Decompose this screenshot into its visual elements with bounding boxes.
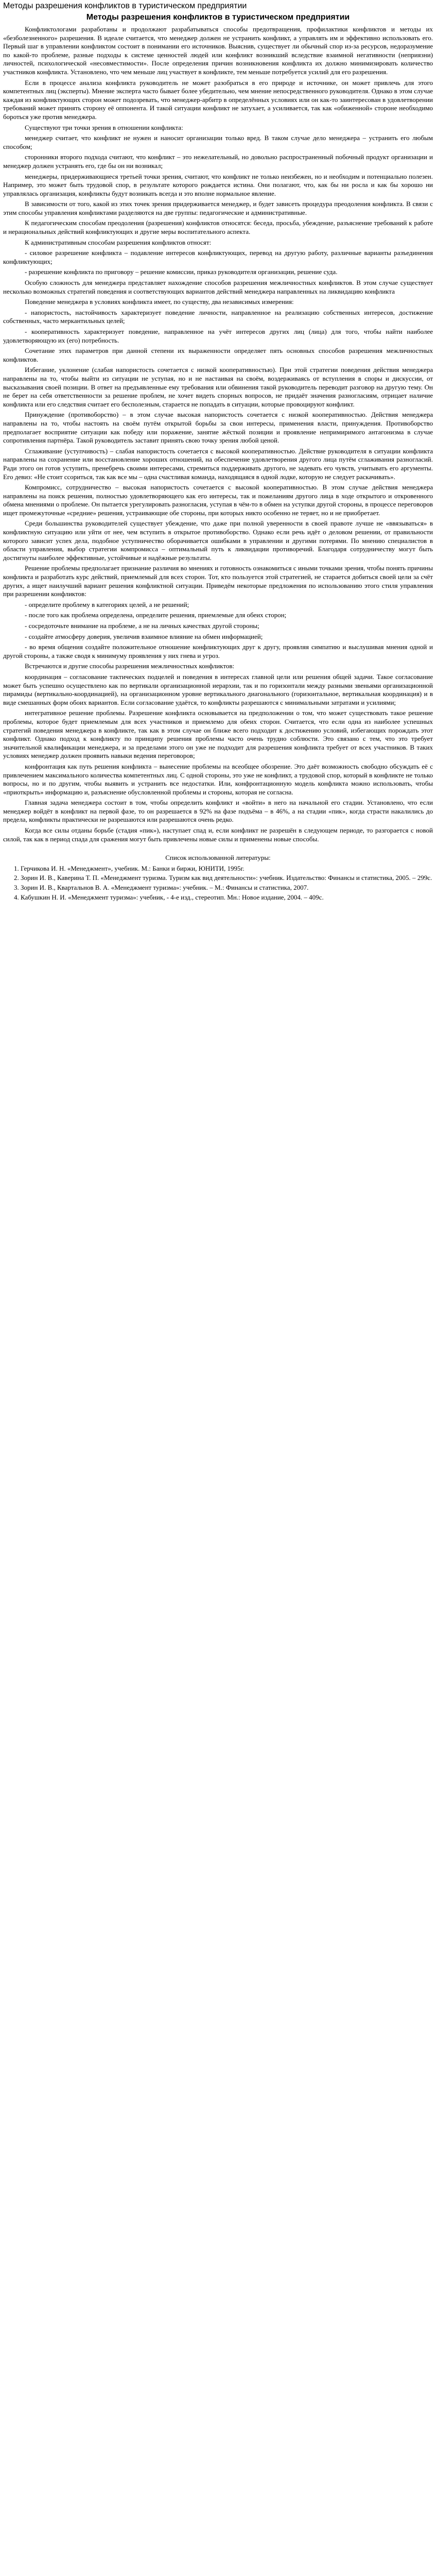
paragraph: менеджер считает, что конфликт не нужен и наносит организации только вред. В таком случае дело менеджера – устранить его любым способом; <box>3 134 433 150</box>
paragraph: - силовое разрешение конфликта – подавление интересов конфликтующих, перевод на другую работу, различные варианты разъединения конфликтующих; <box>3 249 433 265</box>
paragraph: Главная задача менеджера состоит в том, чтобы определить конфликт и «войти» в него на начальной его стадии. Установлено, что если менеджер войдёт в конфликт на первой фазе, то он разрешается в 92% на фазе подъёма – в 46%, а на стадии «пик», когда страсти накалились до предела, конфликты практически не разрешаются или разрешаются очень редко. <box>3 799 433 824</box>
paragraph: Решение проблемы предполагает признание различия во мнениях и готовность ознакомиться с иными точками зрения, чтобы понять причины конфликта и разработать курс действий, приемлемый для всех сторон. Тот, кто пользуется этой стратегией, не старается добиться своей цели за счёт других, а ищет наилучший вариант решения конфликтной ситуации. Приведём некоторые предложения по использованию этого стиля управления при разрешении конфликтов: <box>3 564 433 598</box>
document-title: Методы разрешения конфликтов в туристическом предприятии <box>86 13 350 22</box>
page-title: Методы разрешения конфликтов в туристическом предприятии <box>3 2 247 10</box>
paragraph: - определите проблему в категориях целей, а не решений; <box>25 600 189 608</box>
paragraph: Среди большинства руководителей существует убеждение, что даже при полной уверенности в своей правоте лучше не «ввязываться» в конфликтную ситуацию или уйти от нее, чем вступить в открытое противоборство. Однако если речь идёт о деловом решении, от правильности которого зависит успех дела, подобное уступничество оборачивается ошибками в управлении и другими потерями. По мнению специалистов в области управления, выбор стратегии компромисса – оптимальный путь к ликвидации противоречий. Благодаря сотрудничеству могут быть достигнуты наиболее эффективные, устойчивые и надёжные результаты. <box>3 519 433 562</box>
paragraph: Конфликтологами разработаны и продолжают разрабатываться способы предотвращения, профилактики конфликтов и методы их «безболезненного» разрешения. В идеале считается, что менеджер должен не устранить конфликт, а управлять им и эффективно использовать его. Первый шаг в управлении конфликтом состоит в понимании его источников. Выяснив, существует ли обычный спор из-за ресурсов, недоразумение по какой-то проблеме, разные подходы к системе ценностей людей или конфликт возникший вследствие взаимной негативности (неприязни) личностей, психологической «несовместимости». После определения причин возникновения конфликта их должно минимизировать количество участников конфликта. Установлено, что чем меньше лиц участвует в конфликте, тем меньше потребуется усилий для его разрешения. <box>3 25 433 76</box>
paragraph: интегративное решение проблемы. Разрешение конфликта основывается на предположении о том, что может существовать такое решение проблемы, которое будет приемлемым для всех участников и приемлемо для обеих сторон. Считается, что если одна из наиболее успешных стратегий поведения менеджера в конфликте, так как в этом случае он ближе всего подходит к достижению условий, избегающих порождать этот конфликт. Однако подход к конфликту по принципу решения проблемы часто очень трудно соблюсти. Это связано с тем, что это требует значительной квалификации менеджера, и за пределами этого он уже не подходит для разрешения конфликта требует от всех участников. В таких условиях менеджер должен проявить навыки ведения переговоров; <box>3 709 433 760</box>
paragraph: Встречаются и другие способы разрешения межличностных конфликтов: <box>25 662 235 670</box>
paragraph: Когда все силы отданы борьбе (стадия «пик»), наступает спад и, если конфликт не разрешён в следующем периоде, то разгорается с новой силой, так как в период спада для сражения могут быть привлечены новые силы и применены новые способы. <box>3 826 433 843</box>
paragraph: Принуждение (противоборство) – в этом случае высокая напористость сочетается с низкой кооперативностью. Действия менеджера направлены на то, чтобы настоять на своём путём открытой борьбы за свои интересы, применения власти, принуждения. Противоборство предполагает восприятие ситуации как победу или поражение, занятие жёсткой позиции и проявление непримиримого антагонизма в случае сопротивления партнёра. Такой руководитель заставит принять свою точку зрения любой ценой. <box>3 411 433 445</box>
paragraph: менеджеры, придерживающиеся третьей точки зрения, считают, что конфликт не только неизбежен, но и необходим и потенциально полезен. Например, это может быть трудовой спор, в результате которого рождается истина. Они полагают, что, как бы ни росла и как бы хорошо ни управлялась организация, конфликты будут возникать всегда и это вполне нормальное явление. <box>3 172 433 197</box>
reference-item: 1. Герчикова И. Н. «Менеджмент», учебник. М.: Банки и биржи, ЮНИТИ, 1995г. <box>21 865 433 873</box>
paragraph: - кооперативность характеризует поведение, направленное на учёт интересов других лиц (лица) для того, чтобы найти наиболее удовлетворяющую их (его) потребность. <box>3 328 433 344</box>
references-heading: Список использованной литературы: <box>165 854 271 862</box>
reference-item: 3. Зорин И. В., Квартальнов В. А. «Менеджмент туризма»: учебник. – М.: Финансы и статистика, 2007. <box>21 884 433 892</box>
paragraph: сторонники второго подхода считают, что конфликт – это нежелательный, но довольно распространенный побочный продукт организации и менеджер должен устранять его, где бы он ни возникал; <box>3 153 433 170</box>
reference-item: 2. Зорин И. В., Каверина Т. П. «Менеджмент туризма. Туризм как вид деятельности»: учебник. Издательство: Финансы и статистика, 2005. – 299с. <box>21 874 433 883</box>
reference-item: 4. Кабушкин Н. И. «Менеджмент туризма»: учебник, - 4-е изд., стереотип. Мн.: Новое издание, 2004. – 409с. <box>21 893 433 902</box>
paragraph: - после того как проблема определена, определите решения, приемлемые для обеих сторон; <box>25 611 287 619</box>
paragraph: Особую сложность для менеджера представляет нахождение способов разрешения межличностных конфликтов. В этом случае существует несколько возможных стратегий поведения и соответствующих вариантов действий менеджера направленных на ликвидацию конфликта <box>3 279 433 295</box>
paragraph: Существуют три точки зрения в отношении конфликта: <box>25 123 183 131</box>
paragraph: - сосредоточьте внимание на проблеме, а не на личных качествах другой стороны; <box>25 622 259 630</box>
paragraph: В зависимости от того, какой из этих точек зрения придерживается менеджер, и будет зависеть процедура преодоления конфликта. В связи с этим способы управления конфликтами разделяются на две группы: педагогические и административные. <box>3 200 433 216</box>
paragraph: Сглаживание (уступчивость) – слабая напористость сочетается с высокой кооперативностью. Действие руководителя в ситуации конфликта направлены на сохранение или восстановление хороших отношений, на обеспечение удовлетворения другого лица путём сглаживания разногласий. Ради этого он готов уступить, пренебречь своими интересами, стремиться поддерживать другого, не задевать его чувств, учитывать его аргументы. Его девиз: «Не стоит ссориться, так как все мы – одна счастливая команда, находящаяся в одной лодке, которую не следует раскачивать». <box>3 447 433 481</box>
paragraph: - во время общения создайте положительное отношение конфликтующих друг к другу, проявляя симпатию и выслушивая мнения одной и другой стороны, а также сводя к минимуму проявления у них гнева и угроз. <box>3 643 433 659</box>
paragraph: - создайте атмосферу доверия, увеличив взаимное влияние на обмен информацией; <box>25 632 263 640</box>
paragraph: координация – согласование тактических подцелей и поведения в интересах главной цели или решения общей задачи. Такое согласование может быть успешно осуществлено как по вертикали организационной иерархии, так и по горизонтали между разными звеньями организационной пирамиды (вертикально-координацией), на организационном уровне вертикального диагонального (горизонтальное, вертикальная координация) и в виде смешанных форм обоих вариантов. Если согласование удаётся, то конфликты разрешаются с минимальными затратами и усилиями; <box>3 672 433 706</box>
references-list <box>3 865 433 902</box>
paragraph: Сочетание этих параметров при данной степени их выраженности определяет пять основных способов разрешения межличностных конфликтов. <box>3 347 433 363</box>
paragraph: Если в процессе анализа конфликта руководитель не может разобраться в его природе и источнике, он может привлечь для этого компетентных лиц (эксперты). Мнение эксперта часто бывает более убедительно, чем мнение непосредственного руководителя. Однако в этом случае каждая из конфликтующих сторон может подозревать, что менеджер-арбитр в определённых условиях или он как-то заинтересован в удовлетворении требований может принять сторону её оппонента. И такой ситуации конфликт не затухает, а усиливается, так как «обиженной» стороне необходимо бороться уже против менеджера. <box>3 78 433 121</box>
paragraph: конфронтация как путь решения конфликта – вынесение проблемы на всеобщее обозрение. Это даёт возможность свободно обсуждать её с привлечением максимального количества компетентных лиц. С одной стороны, это уже не конфликт, а трудовой спор, который в конфликте не только вопросы, но и по другим, чтобы выявить и устранить все недостатки. Или, конфронтационную модель конфликта можно использовать, чтобы «приоткрыть» информацию и, разъяснение обусловленной проблемы и стороны, которая не согласна. <box>3 762 433 796</box>
paragraph: Избегание, уклонение (слабая напористость сочетается с низкой кооперативностью). При этой стратегии поведения действия менеджера направлены на то, чтобы выйти из ситуации не уступая, но и не настаивая на своём, воздерживаясь от вступления в споры и дискуссии, от высказывания своей позиции. В ответ на предъявленные ему требования или обвинения такой руководитель переводит разговор на другую тему. Он не берет на себя ответственности за решение проблем, не хочет видеть спорных вопросов, не придаёт значения разногласиям, отрицает наличие конфликта или его следствия считает его бесполезным, старается не попадать в ситуации, которые провоцируют конфликт. <box>3 366 433 408</box>
paragraph: Компромисс, сотрудничество – высокая напористость сочетается с высокой кооперативностью. В этом случае действия менеджера направлены на поиск решения, полностью удовлетворяющего как его интересы, так и пожеланиям другого лица в ходе открытого и откровенного обмена мнениями о проблеме. Он пытается урегулировать разногласия, уступая в чём-то в обмен на уступки другой стороны, в процессе переговоров ищет промежуточные «средние» решения, устраивающие обе стороны, при которых никто особенно не теряет, но и не приобретает. <box>3 483 433 517</box>
paragraph: Поведение менеджера в условиях конфликта имеет, по существу, два независимых измерения: <box>25 298 294 306</box>
document-page <box>0 0 436 902</box>
paragraph: К административным способам разрешения конфликтов относят: <box>25 238 212 246</box>
paragraph: К педагогическим способам преодоления (разрешения) конфликтов относятся: беседа, просьба, убеждение, разъяснение требований к работе и нерациональных действий конфликтующих и другие меры воспитательного аспекта. <box>3 219 433 236</box>
paragraph: - разрешение конфликта по приговору – решение комиссии, приказ руководителя организации, решение суда. <box>25 268 338 276</box>
paragraph: - напористость, настойчивость характеризует поведение личности, направленное на реализацию собственных интересов, достижение собственных, часто меркантильных целей; <box>3 308 433 325</box>
